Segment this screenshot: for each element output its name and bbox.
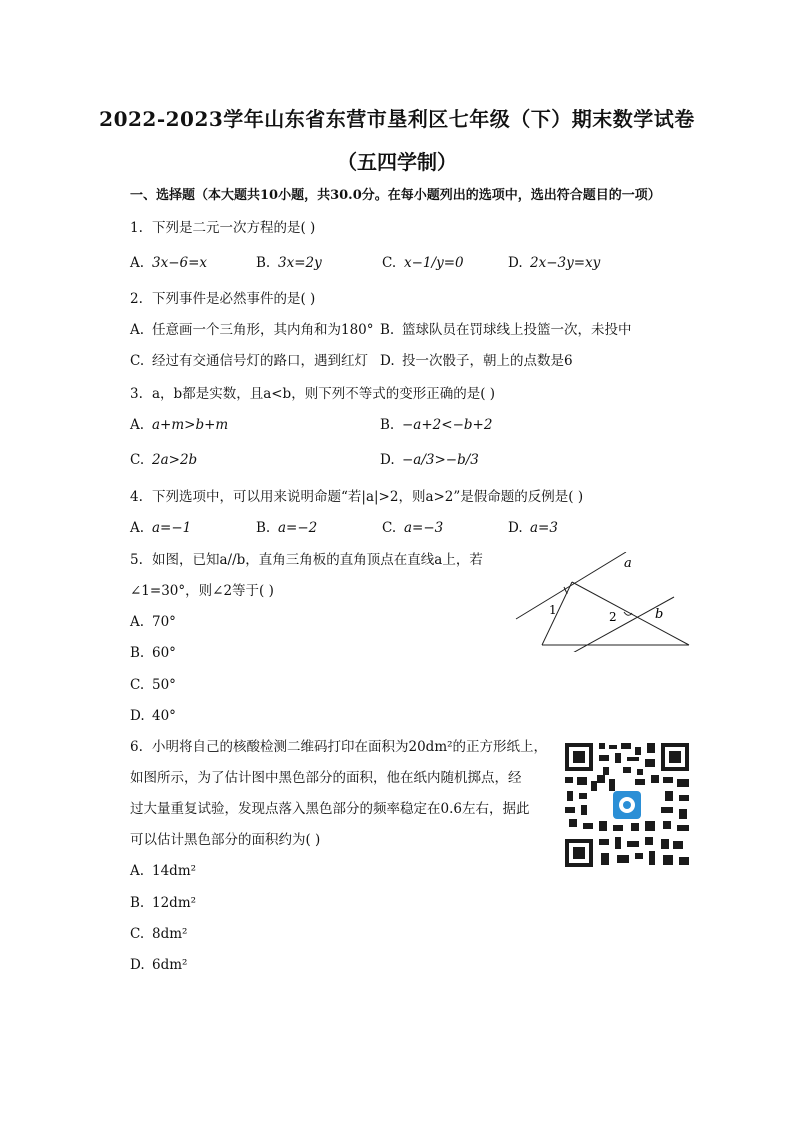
- option-label: C.: [130, 677, 145, 693]
- parallel-lines-figure: [512, 552, 692, 652]
- option-d: [508, 519, 558, 537]
- question-stem: 下列是二元一次方程的是( ): [152, 220, 316, 236]
- option-label: D.: [130, 957, 145, 973]
- option-label: D.: [508, 255, 523, 271]
- question-stem: 小明将自己的核酸检测二维码打印在面积为20dm²的正方形纸上，: [152, 739, 548, 755]
- question-5: [130, 551, 483, 569]
- option-text: 14dm²: [152, 863, 197, 879]
- section-heading: 一、选择题（本大题共10小题，共30.0分。在每小题列出的选项中，选出符合题目的一项）: [130, 188, 661, 203]
- label-angle-2: 2: [609, 610, 617, 624]
- question-number: 3.: [130, 386, 143, 402]
- triangle-side-2: [572, 582, 689, 645]
- option-label: A.: [130, 322, 145, 338]
- option-text: 3x−6=x: [152, 255, 208, 271]
- option-a: [130, 613, 176, 631]
- question-stem-continued: 如图所示，为了估计图中黑色部分的面积，他在纸内随机掷点，经: [130, 770, 522, 786]
- option-a: [130, 416, 228, 434]
- option-text: 投一次骰子，朝上的点数是6: [402, 353, 573, 369]
- question-stem: a，b都是实数，且a<b，则下列不等式的变形正确的是( ): [152, 386, 496, 402]
- question-number: 1.: [130, 220, 143, 236]
- option-a: [130, 519, 191, 537]
- option-text: 篮球队员在罚球线上投篮一次，未投中: [402, 322, 632, 338]
- option-text: a=−2: [278, 520, 318, 536]
- option-a: [130, 321, 374, 339]
- triangle-side-1: [542, 582, 572, 645]
- option-label: C.: [382, 520, 397, 536]
- option-b: [380, 416, 492, 434]
- question-number: 4.: [130, 489, 143, 505]
- label-b: b: [655, 607, 664, 622]
- option-text: 6dm²: [152, 957, 188, 973]
- option-b: [130, 894, 196, 912]
- option-text: a=3: [530, 520, 558, 536]
- option-label: B.: [256, 520, 271, 536]
- question-stem-continued: 可以估计黑色部分的面积约为( ): [130, 832, 321, 848]
- option-d: [130, 956, 187, 974]
- option-text: 40°: [152, 708, 176, 724]
- option-label: A.: [130, 520, 145, 536]
- option-label: A.: [130, 614, 145, 630]
- exam-subtitle: （五四学制）: [337, 150, 457, 174]
- option-d: [508, 254, 600, 272]
- question-1: [130, 219, 315, 237]
- option-d: [380, 451, 479, 469]
- question-stem-continued: ∠1=30°，则∠2等于( ): [130, 583, 274, 599]
- line-b: [560, 597, 674, 652]
- question-4: [130, 488, 583, 506]
- option-text: 8dm²: [152, 926, 188, 942]
- option-c: [130, 352, 368, 370]
- option-b: [256, 519, 317, 537]
- option-label: B.: [130, 645, 145, 661]
- option-label: C.: [130, 353, 145, 369]
- option-a: [130, 862, 196, 880]
- option-c: [382, 519, 443, 537]
- option-c: [130, 925, 187, 943]
- option-label: A.: [130, 863, 145, 879]
- question-6: [130, 738, 547, 756]
- option-label: A.: [130, 417, 145, 433]
- option-c: [130, 676, 176, 694]
- label-angle-1: 1: [549, 603, 557, 617]
- option-d: [380, 352, 573, 370]
- option-label: A.: [130, 255, 145, 271]
- option-text: −a+2<−b+2: [402, 417, 493, 433]
- qr-code-image: [563, 741, 691, 869]
- option-label: B.: [256, 255, 271, 271]
- option-label: C.: [130, 452, 145, 468]
- option-text: 经过有交通信号灯的路口，遇到红灯: [152, 353, 368, 369]
- option-label: D.: [380, 452, 395, 468]
- option-text: 50°: [152, 677, 176, 693]
- option-label: C.: [382, 255, 397, 271]
- option-c: [382, 254, 464, 272]
- option-text: 2x−3y=xy: [530, 255, 601, 271]
- option-label: D.: [508, 520, 523, 536]
- question-number: 5.: [130, 552, 143, 568]
- question-stem: 如图，已知a//b，直角三角板的直角顶点在直线a上，若: [152, 552, 483, 568]
- option-label: C.: [130, 926, 145, 942]
- question-stem: 下列选项中，可以用来说明命题“若|a|>2，则a>2”是假命题的反例是( ): [152, 489, 584, 505]
- question-stem-continued: 过大量重复试验，发现点落入黑色部分的频率稳定在0.6左右，据此: [130, 801, 530, 817]
- option-a: [130, 254, 207, 272]
- option-text: 2a>2b: [152, 452, 198, 468]
- option-text: 60°: [152, 645, 176, 661]
- question-number: 2.: [130, 291, 143, 307]
- option-text: 12dm²: [152, 895, 197, 911]
- option-b: [380, 321, 632, 339]
- option-c: [130, 451, 197, 469]
- option-label: B.: [380, 417, 395, 433]
- label-a: a: [624, 556, 632, 571]
- option-label: D.: [130, 708, 145, 724]
- option-label: D.: [380, 353, 395, 369]
- option-b: [130, 644, 176, 662]
- option-text: a=−3: [404, 520, 444, 536]
- option-text: x−1/y=0: [404, 255, 464, 271]
- question-2: [130, 290, 315, 308]
- option-text: −a/3>−b/3: [402, 452, 479, 468]
- option-label: B.: [130, 895, 145, 911]
- question-3: [130, 385, 495, 403]
- line-a: [516, 552, 626, 619]
- option-text: 70°: [152, 614, 176, 630]
- option-b: [256, 254, 322, 272]
- question-number: 6.: [130, 739, 143, 755]
- option-text: 3x=2y: [278, 255, 322, 271]
- exam-title: 2022-2023学年山东省东营市垦利区七年级（下）期末数学试卷: [99, 107, 695, 131]
- option-d: [130, 707, 176, 725]
- option-text: a+m>b+m: [152, 417, 229, 433]
- question-stem: 下列事件是必然事件的是( ): [152, 291, 316, 307]
- option-text: a=−1: [152, 520, 192, 536]
- option-text: 任意画一个三角形，其内角和为180°: [152, 322, 374, 338]
- option-label: B.: [380, 322, 395, 338]
